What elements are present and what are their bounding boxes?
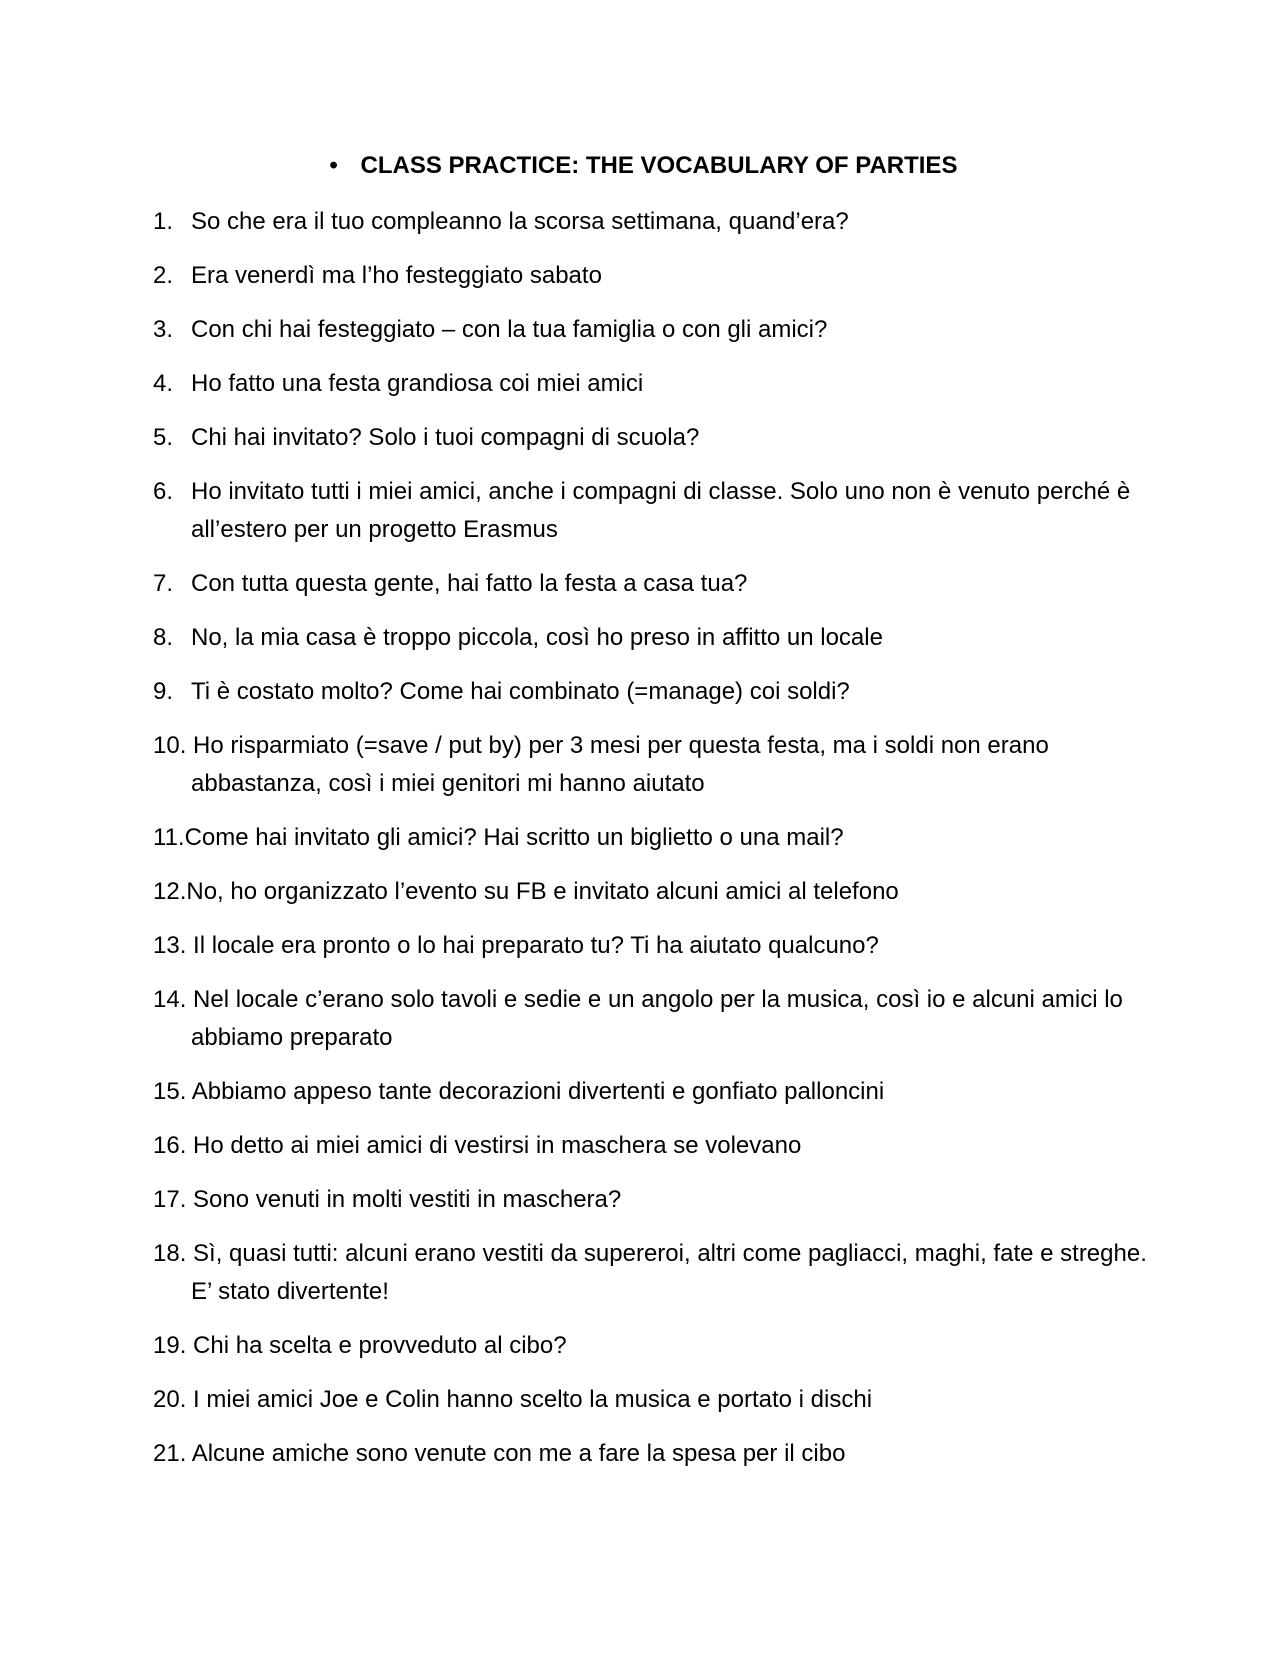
item-number: 18. [153,1240,187,1267]
item-text: Sono venuti in molti vestiti in maschera? [186,1186,622,1213]
list-item [153,1235,1163,1311]
item-text: Chi hai invitato? Solo i tuoi compagni di scuola? [191,424,700,451]
list-item [153,1435,1163,1473]
item-text: Con chi hai festeggiato – con la tua famiglia o con gli amici? [191,316,828,343]
item-text: So che era il tuo compleanno la scorsa settimana, quand’era? [191,208,849,235]
list-item [153,203,1163,241]
item-number: 21. [153,1440,187,1467]
list-item [153,819,1163,857]
item-text: Era venerdì ma l’ho festeggiato sabato [191,262,602,289]
item-number: 5. [153,424,174,451]
list-item [153,419,1163,457]
item-number: 4. [153,370,174,397]
item-text: Nel locale c’erano solo tavoli e sedie e un angolo per la musica, così io e alcuni amici lo abbiamo preparato [186,986,1123,1051]
list-item [153,673,1163,711]
item-text: Ho invitato tutti i miei amici, anche i compagni di classe. Solo uno non è venuto perché è all’estero per un progetto Erasmus [191,478,1131,543]
list-item [153,1327,1163,1365]
list-item [153,1073,1163,1111]
item-number: 13. [153,932,187,959]
list-item [153,311,1163,349]
list-item [153,473,1163,549]
item-text: Con tutta questa gente, hai fatto la festa a casa tua? [191,570,748,597]
item-text: Ho fatto una festa grandiosa coi miei amici [191,370,644,397]
list-item [153,1181,1163,1219]
item-text: Chi ha scelta e provveduto al cibo? [186,1332,567,1359]
list-item [153,927,1163,965]
item-text: I miei amici Joe e Colin hanno scelto la musica e portato i dischi [186,1386,873,1413]
list-item [153,365,1163,403]
item-number: 17. [153,1186,187,1213]
item-number: 14. [153,986,187,1013]
item-number: 2. [153,262,174,289]
item-number: 16. [153,1132,187,1159]
item-number: 15. [153,1078,187,1105]
item-number: 6. [153,478,174,505]
list-item [153,1127,1163,1165]
item-number: 19. [153,1332,187,1359]
item-text: Il locale era pronto o lo hai preparato tu? Ti ha aiutato qualcuno? [186,932,879,959]
item-text: Ho risparmiato (=save / put by) per 3 mesi per questa festa, ma i soldi non erano abbastanza, così i miei genitori mi hanno aiutato [186,732,1049,797]
item-text: No, ho organizzato l’evento su FB e invitato alcuni amici al telefono [186,878,899,905]
document-title: CLASS PRACTICE: THE VOCABULARY OF PARTIES [360,152,958,179]
item-number: 12. [153,878,187,905]
item-number: 9. [153,678,174,705]
list-item [153,727,1163,803]
item-text: Come hai invitato gli amici? Hai scritto un biglietto o una mail? [184,824,844,851]
numbered-list [153,203,1163,1489]
item-number: 20. [153,1386,187,1413]
list-item [153,873,1163,911]
item-text: Abbiamo appeso tante decorazioni divertenti e gonfiato palloncini [186,1078,885,1105]
item-text: Sì, quasi tutti: alcuni erano vestiti da supereroi, altri come pagliacci, maghi, fate e streghe. E’ stato divertente! [186,1240,1147,1305]
list-item [153,565,1163,603]
item-text: Ho detto ai miei amici di vestirsi in maschera se volevano [186,1132,802,1159]
item-text: No, la mia casa è troppo piccola, così ho preso in affitto un locale [191,624,883,651]
item-number: 8. [153,624,174,651]
item-number: 1. [153,208,174,235]
list-item [153,981,1163,1057]
list-item [153,619,1163,657]
item-text: Alcune amiche sono venute con me a fare la spesa per il cibo [186,1440,846,1467]
item-number: 7. [153,570,174,597]
list-item [153,257,1163,295]
list-item [153,1381,1163,1419]
item-number: 3. [153,316,174,343]
title-bullet: • [329,152,338,179]
item-number: 10. [153,732,187,759]
item-text: Ti è costato molto? Come hai combinato (=manage) coi soldi? [191,678,850,705]
item-number: 11. [153,824,185,851]
document-title-row [0,150,1280,182]
